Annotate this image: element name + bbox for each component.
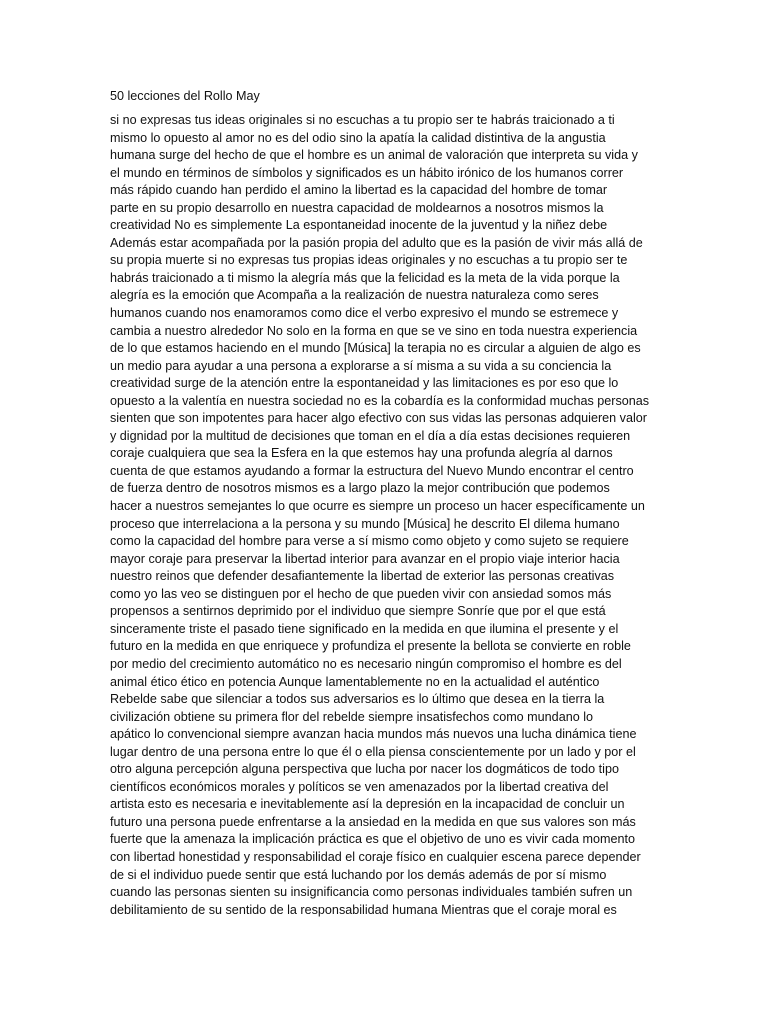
body-text-line: mayor coraje para preservar la libertad interior para avanzar en el propio viaje interior hacia: [110, 551, 620, 566]
body-text-line: su propia muerte si no expresas tus propias ideas originales y no escuchas a tu propio ser te: [110, 253, 628, 268]
body-text-line: artista esto es necesaria e inevitablemente así la depresión en la incapacidad de concluir un: [110, 797, 625, 812]
body-text-line: fuerte que la amenaza la implicación práctica es que el objetivo de uno es vivir cada momento: [110, 832, 636, 847]
body-text-line: Rebelde sabe que silenciar a todos sus adversarios es lo último que desea en la tierra la: [110, 692, 605, 707]
body-text-line: futuro en la medida en que enriquece y profundiza el presente la bellota se convierte en roble: [110, 639, 631, 654]
body-text-line: futuro una persona puede enfrentarse a la ansiedad en la medida en que sus valores son más: [110, 814, 636, 829]
body-text-line: parte en su propio desarrollo en nuestra capacidad de moldearnos a nosotros mismos la: [110, 200, 604, 215]
body-text-line: creatividad No es simplemente La espontaneidad inocente de la juventud y la niñez debe: [110, 218, 608, 233]
body-text-line: alegría es la emoción que Acompaña a la realización de nuestra naturaleza como seres: [110, 288, 599, 303]
body-text-line: otro alguna percepción alguna perspectiva que lucha por nacer los dogmáticos de todo tipo: [110, 762, 619, 777]
body-text-line: si no expresas tus ideas originales si no escuchas a tu propio ser te habrás traicionado a ti: [110, 113, 615, 127]
body-text-line: creatividad surge de la atención entre la espontaneidad y las limitaciones es por eso que lo: [110, 376, 619, 391]
document-body: [110, 112, 658, 919]
body-text-line: cambia a nuestro alrededor No solo en la forma en que se ve sino en toda nuestra experiencia: [110, 323, 638, 338]
body-text-line: humanos cuando nos enamoramos como dice el verbo expresivo el mundo se estremece y: [110, 306, 619, 321]
body-text-line: sienten que son impotentes para hacer algo efectivo con sus vidas las personas adquieren valor: [110, 411, 647, 426]
body-text-line: de lo que estamos haciendo en el mundo [Música] la terapia no es circular a alguien de algo es: [110, 341, 641, 356]
body-text-line: cuando las personas sienten su insignificancia como personas individuales también sufren un: [110, 885, 633, 900]
body-text-line: coraje cualquiera que sea la Esfera en la que estemos hay una profunda alegría al darnos: [110, 446, 613, 461]
body-text-line: de si el individuo puede sentir que está luchando por los demás además de por sí mismo: [110, 867, 607, 882]
body-text-line: por medio del crecimiento automático no es necesario ningún compromiso el hombre es del: [110, 656, 622, 671]
body-text-line: debilitamiento de su sentido de la responsabilidad humana Mientras que el coraje moral es: [110, 902, 617, 917]
body-text-line: Además estar acompañada por la pasión propia del adulto que es la pasión de vivir más allá de: [110, 235, 643, 250]
document-title: 50 lecciones del Rollo May: [110, 89, 260, 103]
body-text-line: cuenta de que estamos ayudando a formar la estructura del Nuevo Mundo encontrar el centro: [110, 463, 634, 478]
body-text-line: habrás traicionado a ti mismo la alegría más que la felicidad es la meta de la vida porque la: [110, 270, 620, 285]
body-text-line: hacer a nuestros semejantes lo que ocurre es siempre un proceso un hacer específicamente un: [110, 499, 645, 514]
body-text-line: sinceramente triste el pasado tiene significado en la medida en que ilumina el presente y el: [110, 621, 619, 636]
body-text-line: lugar dentro de una persona entre lo que él o ella piensa conscientemente por un lado y por el: [110, 744, 636, 759]
body-text-line: y dignidad por la multitud de decisiones que toman en el día a día estas decisiones requieren: [110, 428, 631, 443]
body-text-line: científicos económicos morales y políticos se ven amenazados por la libertad creativa del: [110, 779, 609, 794]
body-text-line: de fuerza dentro de nosotros mismos es a largo plazo la mejor contribución que podemos: [110, 481, 610, 496]
body-text-line: mismo lo opuesto al amor no es del odio sino la apatía la calidad distintiva de la angustia: [110, 130, 606, 145]
body-text-line: como yo las veo se distinguen por el hecho de que pueden vivir con ansiedad somos más: [110, 586, 612, 601]
body-text-line: apático lo convencional siempre avanzan hacia mundos más nuevos una lucha dinámica tiene: [110, 727, 637, 742]
body-text-line: animal ético ético en potencia Aunque lamentablemente no en la actualidad el auténtico: [110, 674, 600, 689]
body-text-line: como la capacidad del hombre para verse a sí mismo como objeto y como sujeto se requiere: [110, 534, 629, 549]
body-text-line: propensos a sentirnos deprimido por el individuo que siempre Sonríe que por el que está: [110, 604, 606, 619]
body-text-line: opuesto a la valentía en nuestra sociedad no es la cobardía es la conformidad muchas personas: [110, 393, 650, 408]
body-text-line: el mundo en términos de símbolos y significados es un hábito irónico de los humanos correr: [110, 165, 624, 180]
body-text-line: civilización obtiene su primera flor del rebelde siempre insatisfechos como mundano lo: [110, 709, 594, 724]
body-text-line: más rápido cuando han perdido el amino la libertad es la capacidad del hombre de tomar: [110, 183, 608, 198]
body-text-line: proceso que interrelaciona a la persona y su mundo [Música] he descrito El dilema humano: [110, 516, 620, 531]
body-text-line: un medio para ayudar a una persona a explorarse a sí misma a su vida a su conciencia la: [110, 358, 612, 373]
body-text-line: nuestro reinos que defender desafiantemente la libertad de exterior las personas creativas: [110, 569, 615, 584]
body-text-line: humana surge del hecho de que el hombre es un animal de valoración que interpreta su vida y: [110, 148, 638, 163]
body-text-line: con libertad honestidad y responsabilidad el coraje físico en cualquier escena parece depender: [110, 849, 641, 864]
